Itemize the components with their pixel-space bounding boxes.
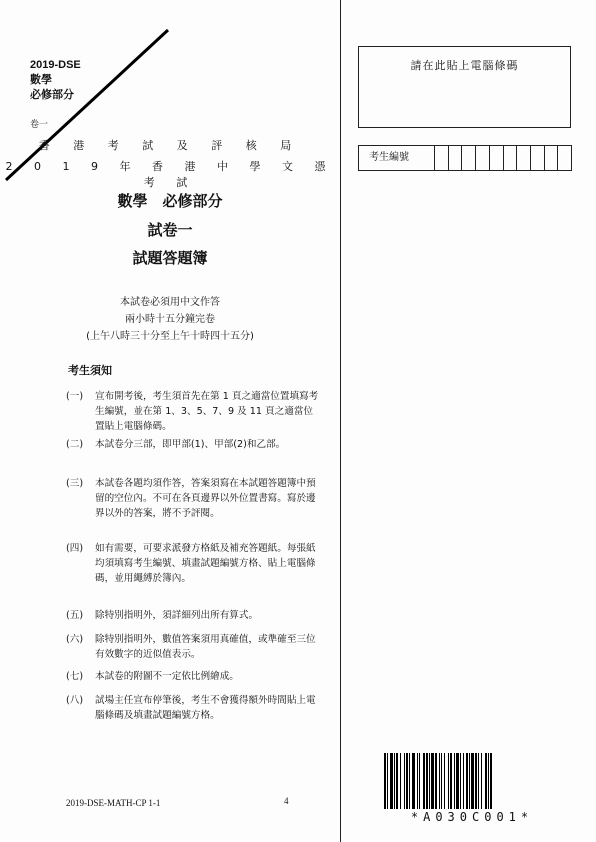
instruction-text: 試場主任宣布停筆後，考生不會獲得額外時間貼上電腦條碼及填畫試題編號方格。	[95, 695, 316, 721]
instruction-text: 本試卷的附圖不一定依比例繪成。	[95, 671, 239, 682]
title-subject: 數學 必修部分	[117, 192, 223, 210]
candidate-number-label: 考生編號	[359, 146, 435, 170]
paper-label: 卷一	[30, 120, 49, 130]
instruction-text: 本試卷分三部，即甲部(1)、甲部(2)和乙部。	[95, 439, 286, 450]
barcode-graphic	[384, 753, 560, 809]
header-block	[30, 58, 81, 103]
instruction-number: (七)	[66, 671, 84, 682]
instructions-title: 考生須知	[68, 364, 112, 377]
instruction-number: (五)	[66, 610, 84, 621]
time-range: (上午八時三十分至上午十時四十五分)	[86, 331, 254, 342]
instruction-number: (四)	[66, 543, 84, 554]
candidate-number-cell[interactable]	[504, 146, 518, 170]
instruction-text: 本試卷各題均須作答，答案須寫在本試題答題簿中預留的空位內。不可在各頁邊界以外位置書寫。寫於邊界以外的答案，將不予評閱。	[95, 478, 316, 519]
barcode-sticker-label: 請在此貼上電腦條碼	[410, 59, 519, 72]
candidate-number-cell[interactable]	[545, 146, 559, 170]
instruction-number: (一)	[66, 391, 84, 402]
candidate-number-cell[interactable]	[490, 146, 504, 170]
barcode-text: *A030C001*	[410, 810, 534, 824]
duration: 兩小時十五分鐘完卷	[125, 314, 215, 325]
barcode-sticker-box[interactable]	[358, 46, 571, 128]
instruction-text: 如有需要，可要求派發方格紙及補充答題紙。每張紙均須填寫考生編號、填畫試題編號方格、貼上電腦條碼，並用繩縛於簿內。	[95, 543, 316, 584]
instruction-text: 除特別指明外，須詳細列出所有算式。	[95, 610, 259, 621]
part-label: 必修部分	[30, 89, 74, 101]
candidate-number-cell[interactable]	[558, 146, 571, 170]
exam-name: 2 0 1 9 年 香 港 中 學 文 憑 考 試	[5, 160, 335, 189]
candidate-number-cell[interactable]	[476, 146, 490, 170]
instruction-text: 宣布開考後，考生須首先在第 1 頁之適當位置填寫考生編號，並在第 1、3、5、7、9 及 11 頁之適當位置貼上電腦條碼。	[95, 391, 319, 432]
candidate-number-cell[interactable]	[531, 146, 545, 170]
candidate-number-cell[interactable]	[449, 146, 463, 170]
instruction-number: (八)	[66, 695, 84, 706]
exam-year: 2019-DSE	[30, 59, 81, 71]
candidate-number-cell[interactable]	[462, 146, 476, 170]
instruction-number: (三)	[66, 478, 84, 489]
title-booklet: 試題答題簿	[132, 249, 208, 267]
language-requirement: 本試卷必須用中文作答	[120, 297, 220, 308]
page-divider-line	[340, 0, 341, 842]
authority-name: 香 港 考 試 及 評 核 局	[38, 139, 302, 152]
candidate-number-cell[interactable]	[435, 146, 449, 170]
page-number: 4	[284, 796, 289, 806]
candidate-number-cell[interactable]	[517, 146, 531, 170]
candidate-number-field[interactable]	[358, 145, 572, 171]
subject-label: 數學	[30, 74, 52, 86]
title-paper: 試卷一	[147, 221, 193, 239]
instruction-number: (二)	[66, 439, 84, 450]
paper-code: 2019-DSE-MATH-CP 1-1	[66, 798, 161, 808]
instruction-text: 除特別指明外，數值答案須用真確值，或準確至三位有效數字的近似值表示。	[95, 634, 316, 660]
instruction-number: (六)	[66, 634, 84, 645]
